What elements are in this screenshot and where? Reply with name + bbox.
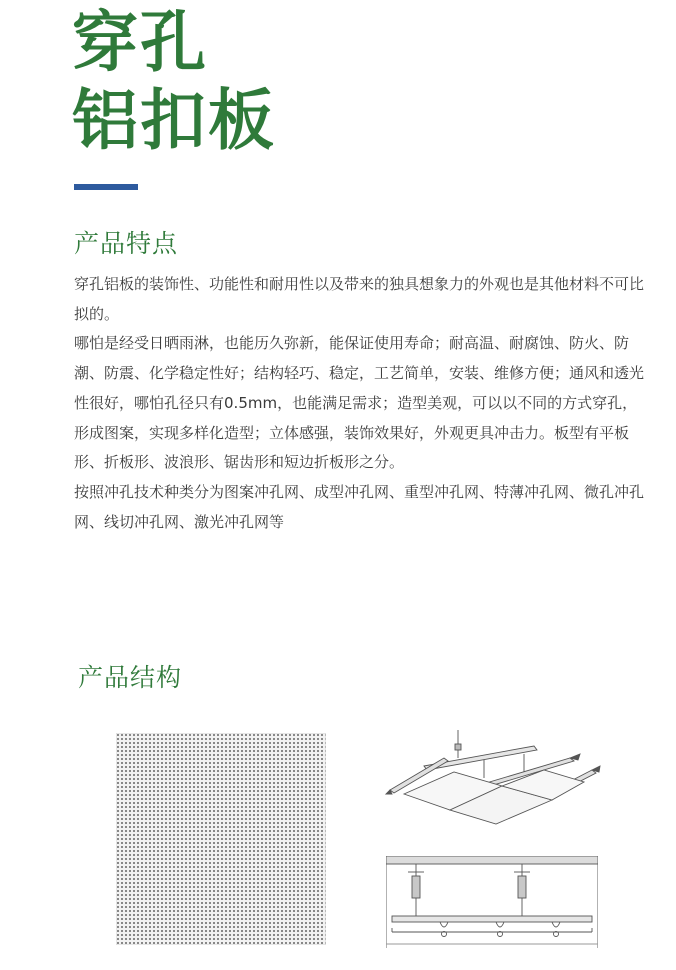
- features-paragraph-3: 按照冲孔技术种类分为图案冲孔网、成型冲孔网、重型冲孔网、特薄冲孔网、微孔冲孔网、线切冲孔网、激光冲孔网等: [74, 482, 645, 531]
- title-line-2: 铝扣板: [72, 82, 276, 159]
- title-underline-bar: [74, 184, 138, 190]
- features-heading: 产品特点: [74, 229, 179, 258]
- title-line-1: 穿孔: [72, 4, 208, 81]
- structure-heading: 产品结构: [78, 663, 183, 692]
- product-title: [72, 4, 276, 160]
- installation-diagram-isometric: [384, 728, 604, 828]
- features-paragraph-2: 哪怕是经受日晒雨淋，也能历久弥新，能保证使用寿命；耐高温、耐腐蚀、防火、防潮、防震、化学稳定性好；结构轻巧、稳定，工艺简单，安装、维修方便；通风和透光性很好，哪怕孔径只有0.5mm，也能满足需求；造型美观，可以以不同的方式穿孔，形成图案，实现多样化造型；立体感强，装饰效果好，外观更具冲击力。板型有平板形、折板形、波浪形、锯齿形和短边折板形之分。: [74, 334, 645, 472]
- installation-diagram-section: [386, 856, 598, 948]
- features-paragraph-1: 穿孔铝板的装饰性、功能性和耐用性以及带来的独具想象力的外观也是其他材料不可比拟的。: [74, 275, 645, 323]
- features-body: [74, 270, 646, 537]
- perforated-panel-image: [116, 733, 326, 945]
